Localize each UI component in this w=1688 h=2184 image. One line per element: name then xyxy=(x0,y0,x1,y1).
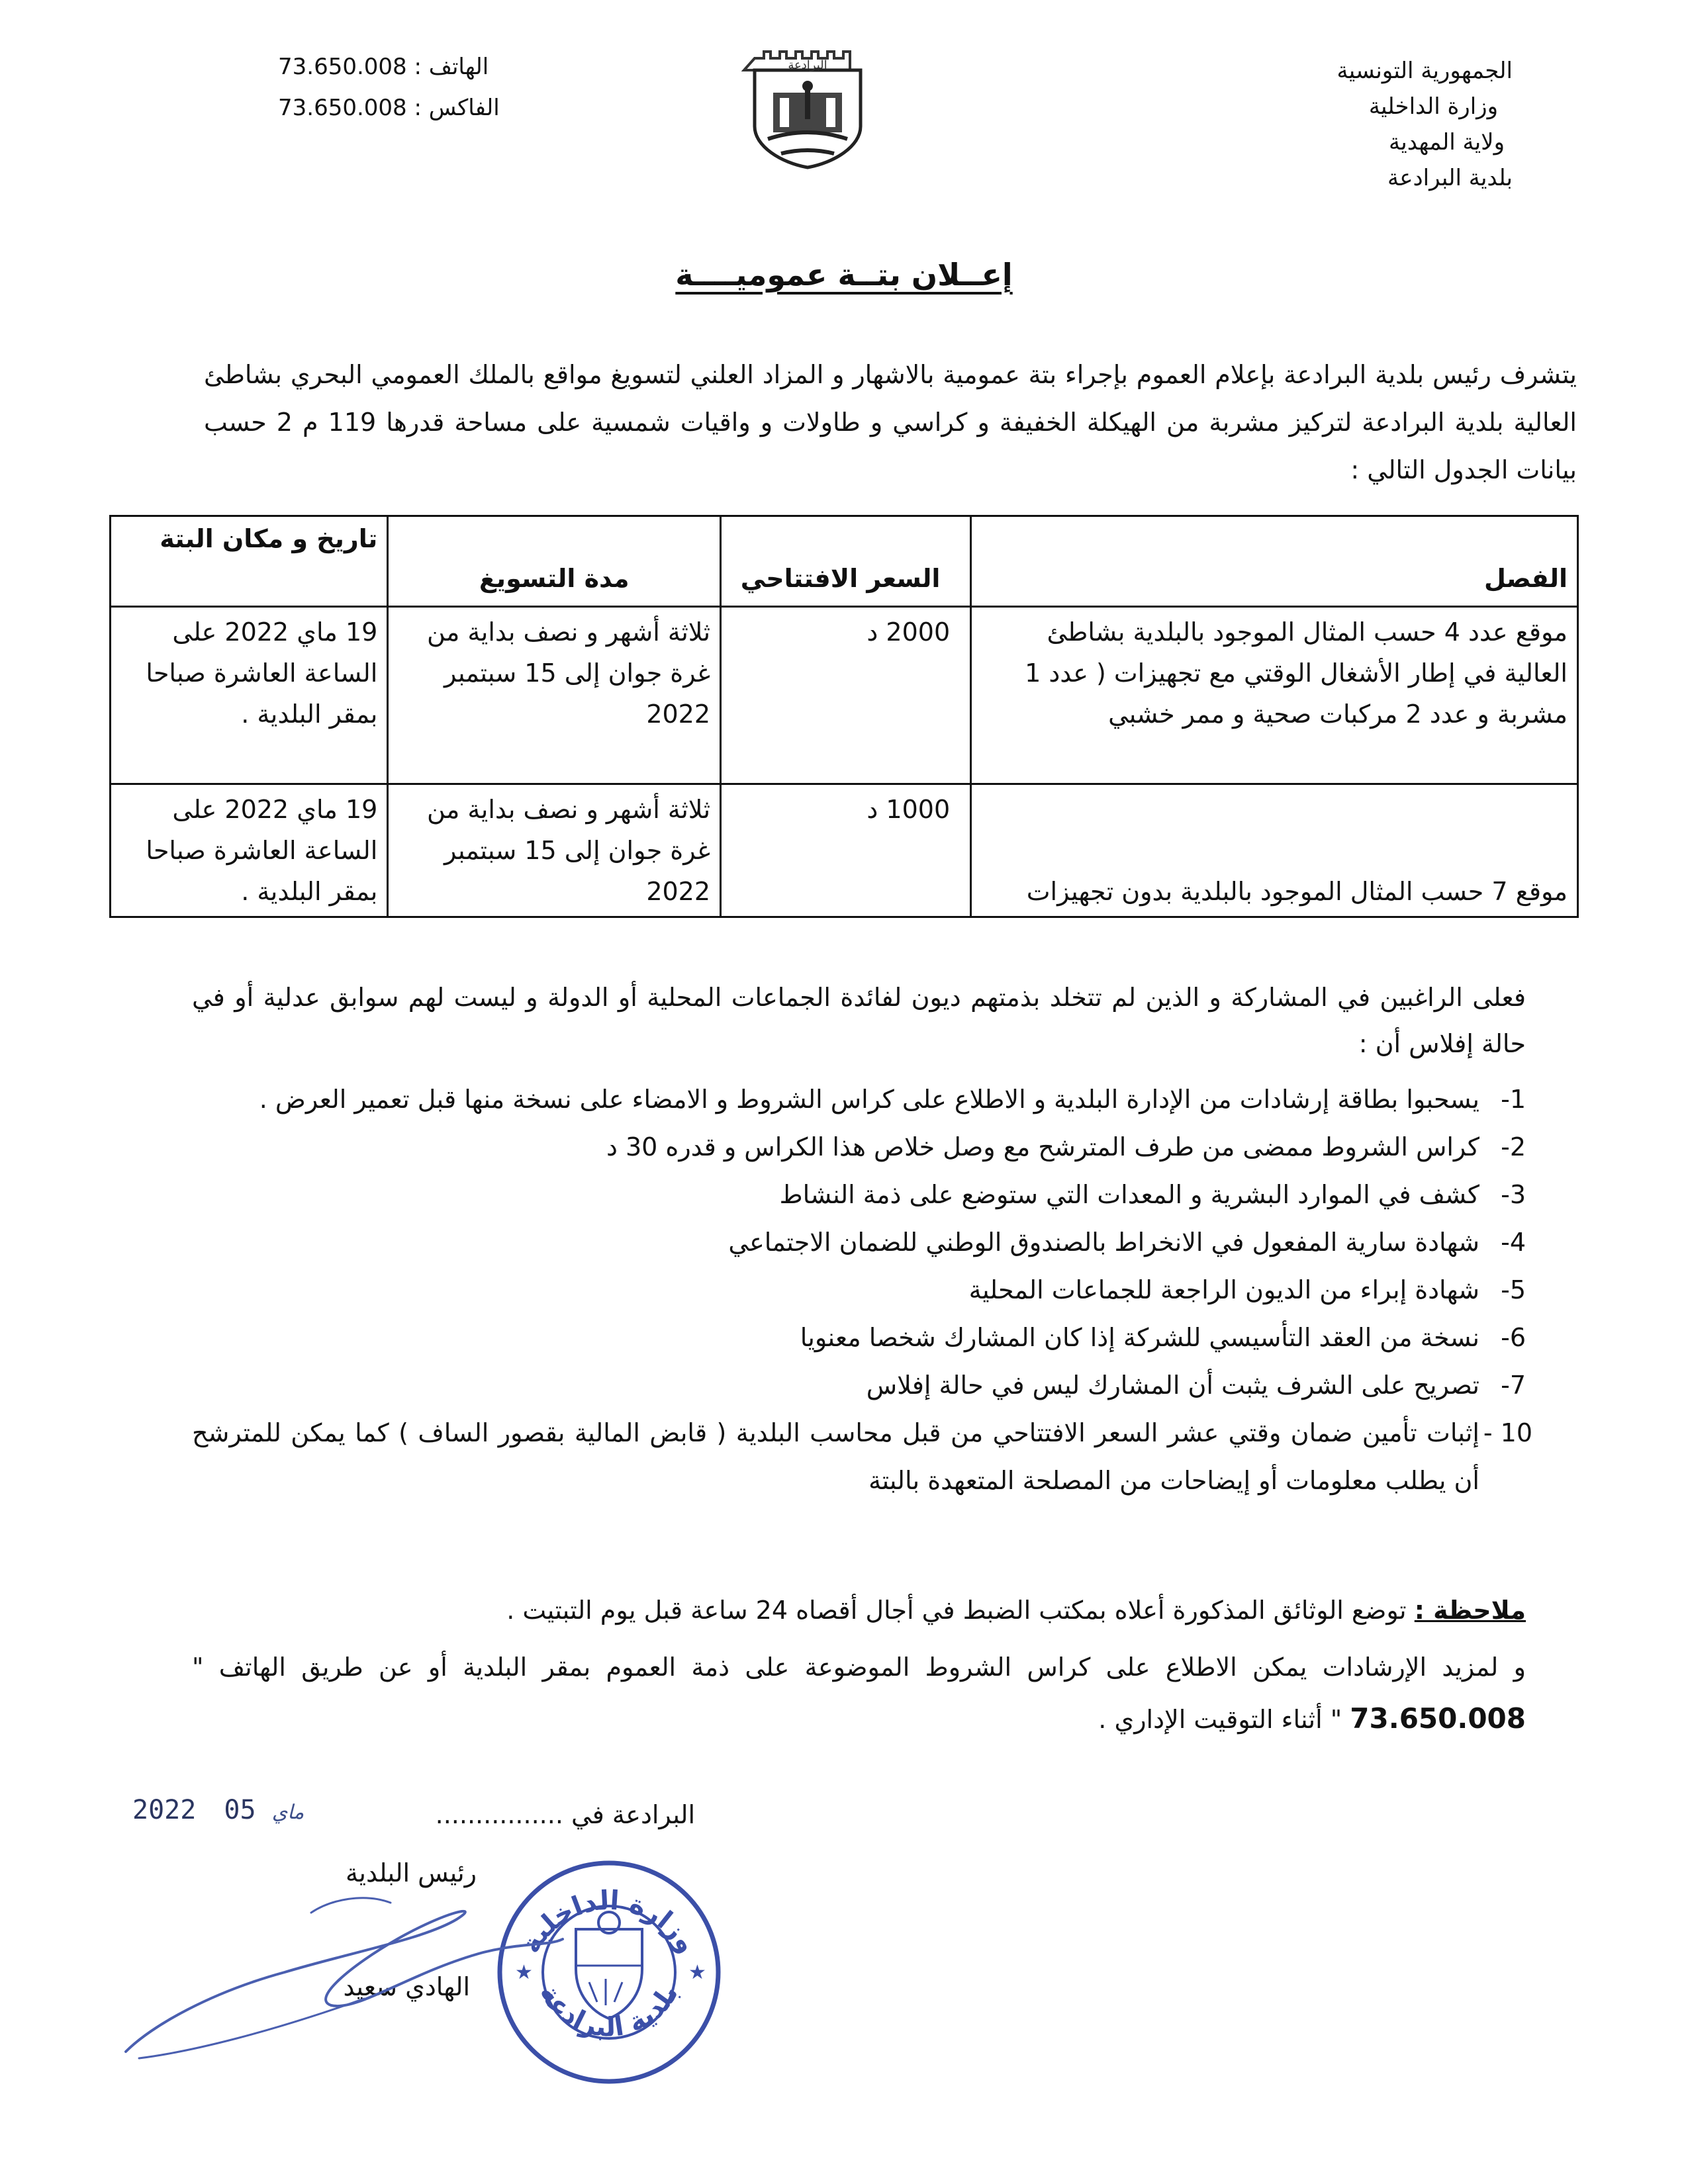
item-number: 2- xyxy=(1501,1132,1526,1161)
list-item xyxy=(192,1266,1526,1314)
svg-text:★: ★ xyxy=(688,1961,706,1984)
fax-number: 73.650.008 xyxy=(278,95,407,121)
item-number: 10 - xyxy=(1483,1418,1532,1447)
item-text: نسخة من العقد التأسيسي للشركة إذا كان المشارك شخصا معنويا xyxy=(800,1323,1479,1352)
header-lease-duration: مدة التسويغ xyxy=(388,516,721,607)
item-text: يسحبوا بطاقة إرشادات من الإدارة البلدية و الاطلاع على كراس الشروط و الامضاء على نسخة منها قبل تعمير العرض . xyxy=(259,1085,1479,1114)
cell-price: 2000 د xyxy=(721,607,971,784)
list-item xyxy=(192,1361,1526,1409)
phone-line xyxy=(278,46,563,87)
more-info-text: و لمزيد الإرشادات يمكن الاطلاع على كراس الشروط الموضوعة على ذمة العموم بمقر البلدية أو عن طريق الهاتف " xyxy=(192,1653,1526,1682)
signatory-name: الهادي سعيد xyxy=(343,1972,470,2001)
svg-text:★: ★ xyxy=(515,1961,533,1984)
note-paragraph xyxy=(232,1587,1526,1633)
table-row xyxy=(111,784,1578,917)
phone-number: 73.650.008 xyxy=(278,54,407,80)
date-day: 05 xyxy=(224,1795,256,1825)
issuer-block xyxy=(1142,53,1513,196)
header-auction-date-place: تاريخ و مكان البتة xyxy=(111,516,388,607)
document-title xyxy=(0,257,1688,293)
conditions-intro: فعلى الراغبين في المشاركة و الذين لم تتخلد بذمتهم ديون لفائدة الجماعات المحلية أو الدولة و ليست لهم سوابق عدلية أو في حالة إفلاس أن : xyxy=(192,983,1526,1058)
signature-place: البرادعة في ................ xyxy=(435,1800,695,1829)
item-number: 7- xyxy=(1501,1371,1526,1400)
list-item xyxy=(192,1409,1532,1504)
cell-date: 19 ماي 2022 على الساعة العاشرة صباحا بمقر البلدية . xyxy=(111,607,388,784)
cell-duration: ثلاثة أشهر و نصف بداية من غرة جوان إلى 15 سبتمبر 2022 xyxy=(388,784,721,917)
municipality-logo xyxy=(741,46,874,172)
cell-price: 1000 د xyxy=(721,784,971,917)
cell-date: 19 ماي 2022 على الساعة العاشرة صباحا بمقر البلدية . xyxy=(111,784,388,917)
header-opening-price: السعر الافتتاحي xyxy=(721,516,971,607)
item-number: 4- xyxy=(1501,1228,1526,1257)
note-label: ملاحظة : xyxy=(1414,1596,1526,1625)
list-item xyxy=(192,1123,1526,1171)
date-year: 2022 xyxy=(132,1795,197,1825)
title-text: إعــلان بتــة عموميــــة xyxy=(675,257,1013,293)
list-item xyxy=(192,1314,1526,1361)
more-info-phone: 73.650.008 xyxy=(1350,1702,1526,1735)
intro-paragraph: يتشرف رئيس بلدية البرادعة بإعلام العموم بإجراء بتة عمومية بالاشهار و المزاد العلني لتسويغ مواقع بالملك العمومي البحري بشاطئ العالية بلدية البرادعة لتركيز مشربة من الهيكلة الخفيفة و كراسي و طاولات و واقيات شمسية على مساحة قدرها 119 م 2 حسب بيانات الجدول التالي : xyxy=(204,360,1577,484)
cell-chapter: موقع عدد 4 حسب المثال الموجود بالبلدية بشاطئ العالية في إطار الأشغال الوقتي مع تجهيزات ( عدد 1 مشربة و عدد 2 مركبات صحية و ممر خشبي xyxy=(971,607,1578,784)
header-chapter: الفصل xyxy=(971,516,1578,607)
issuer-line: الجمهورية التونسية xyxy=(1336,58,1513,84)
item-text: إثبات تأمين ضمان وقتي عشر السعر الافتتاحي من قبل محاسب البلدية ( قابض المالية بقصور الساف ) كما يمكن للمترشح أن يطلب معلومات أو إيضاحات من المصلحة المتعهدة بالبتة xyxy=(192,1418,1479,1495)
fax-line xyxy=(278,87,563,128)
item-number: 3- xyxy=(1501,1180,1526,1209)
item-text: شهادة سارية المفعول في الانخراط بالصندوق الوطني للضمان الاجتماعي xyxy=(728,1228,1479,1257)
requirements-list xyxy=(192,1075,1532,1504)
signature-date xyxy=(132,1795,304,1825)
issuer-line: ولاية المهدية xyxy=(1389,129,1505,156)
list-item xyxy=(192,1171,1526,1218)
list-item xyxy=(192,1218,1526,1266)
table-row xyxy=(111,607,1578,784)
fax-label: الفاكس : xyxy=(414,95,500,121)
table-header-row xyxy=(111,516,1578,607)
cell-chapter: موقع 7 حسب المثال الموجود بالبلدية بدون تجهيزات xyxy=(971,784,1578,917)
stamp-bottom-text: بلدية البرادعة xyxy=(533,1979,684,2043)
item-number: 1- xyxy=(1501,1085,1526,1114)
more-info-paragraph xyxy=(192,1641,1526,1745)
issuer-line: وزارة الداخلية xyxy=(1368,93,1498,120)
signatory-role: رئيس البلدية xyxy=(346,1858,477,1888)
logo-text: البرادعة xyxy=(788,58,827,72)
item-text: كشف في الموارد البشرية و المعدات التي ستوضع على ذمة النشاط xyxy=(779,1180,1479,1209)
note-text: توضع الوثائق المذكورة أعلاه بمكتب الضبط في أجال أقصاه 24 ساعة قبل يوم التبتيت . xyxy=(506,1596,1407,1625)
item-number: 6- xyxy=(1501,1323,1526,1352)
list-item xyxy=(192,1075,1526,1123)
handwritten-signature xyxy=(113,1873,576,2071)
item-number: 5- xyxy=(1501,1275,1526,1304)
issuer-line: بلدية البرادعة xyxy=(1387,165,1513,191)
cell-duration: ثلاثة أشهر و نصف بداية من غرة جوان إلى 15 سبتمبر 2022 xyxy=(388,607,721,784)
phone-label: الهاتف : xyxy=(414,54,489,80)
stamp-top-text: وزارة الداخلية xyxy=(515,1885,703,1959)
lots-table xyxy=(109,515,1579,918)
contact-block xyxy=(278,46,563,128)
item-text: كراس الشروط ممضى من طرف المترشح مع وصل خلاص هذا الكراس و قدره 30 د xyxy=(606,1132,1479,1161)
more-info-text-end: " أثناء التوقيت الإداري . xyxy=(1098,1705,1342,1734)
item-text: شهادة إبراء من الديون الراجعة للجماعات المحلية xyxy=(968,1275,1479,1304)
date-month: ماي xyxy=(271,1801,305,1824)
item-text: تصريح على الشرف يثبت أن المشارك ليس في حالة إفلاس xyxy=(866,1371,1479,1400)
